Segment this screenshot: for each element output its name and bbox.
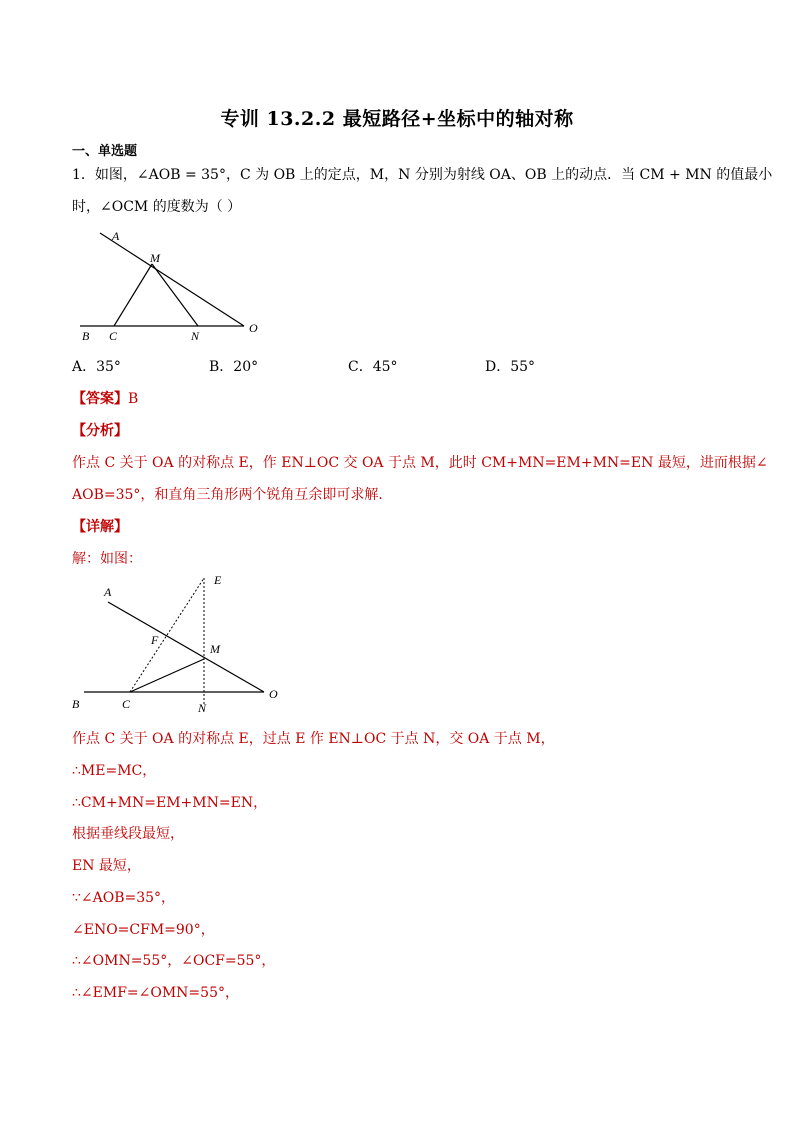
- option-a[interactable]: A．35°: [72, 359, 121, 375]
- detail-line-9: ∴∠EMF=∠OMN=55°，: [72, 985, 239, 1001]
- analysis-tag: 【分析】: [72, 423, 128, 439]
- detail-intro: 解：如图：: [72, 551, 142, 567]
- label-a: A: [104, 585, 112, 599]
- analysis-line-1: 作点 C 关于 OA 的对称点 E，作 EN⊥OC 交 OA 于点 M，此时 CM+MN=EM+MN=EN 最短，进而根据∠: [72, 455, 768, 471]
- solution-figure: [64, 572, 294, 718]
- detail-line-8: ∴∠OMN=55°，∠OCF=55°，: [72, 953, 276, 969]
- label-o: O: [249, 321, 258, 335]
- detail-line-1: 作点 C 关于 OA 的对称点 E，过点 E 作 EN⊥OC 于点 N，交 OA 于点 M，: [72, 731, 555, 747]
- label-a: A: [112, 229, 120, 243]
- label-b: B: [82, 329, 90, 343]
- question-line-2: 时，∠OCM 的度数为（ ）: [72, 199, 242, 215]
- answer-value: B: [128, 391, 139, 407]
- segment-cm: [114, 264, 152, 326]
- label-n: N: [198, 701, 207, 715]
- label-m: M: [150, 251, 160, 265]
- segment-cm: [130, 659, 204, 692]
- detail-line-4: 根据垂线段最短，: [72, 826, 184, 842]
- label-e: E: [214, 573, 222, 587]
- answer-row: [72, 388, 138, 408]
- question-figure: [72, 222, 292, 350]
- detail-line-2: ∴ME=MC，: [72, 763, 157, 779]
- option-d[interactable]: D．55°: [485, 359, 536, 375]
- label-m: M: [210, 642, 220, 656]
- detail-line-6: ∵∠AOB=35°，: [72, 890, 176, 906]
- page-title: 专训 13.2.2 最短路径+坐标中的轴对称: [220, 108, 574, 130]
- label-n: N: [191, 329, 200, 343]
- analysis-line-2: AOB=35°，和直角三角形两个锐角互余即可求解．: [72, 487, 393, 503]
- answer-tag: 【答案】: [72, 391, 128, 407]
- label-o: O: [269, 687, 278, 701]
- detail-line-3: ∴CM+MN=EM+MN=EN，: [72, 795, 268, 811]
- label-c: C: [109, 329, 118, 343]
- option-b[interactable]: B．20°: [209, 359, 259, 375]
- question-line-1: 1．如图，∠AOB = 35°，C 为 OB 上的定点，M，N 分别为射线 OA、OB 上的动点．当 CM + MN 的值最小: [72, 167, 773, 183]
- segment-mn: [152, 264, 198, 326]
- option-c[interactable]: C．45°: [348, 359, 398, 375]
- ray-oa: [100, 233, 244, 326]
- detail-line-5: EN 最短，: [72, 858, 141, 874]
- section-heading: 一、单选题: [72, 144, 138, 159]
- detail-line-7: ∠ENO=CFM=90°，: [72, 922, 215, 938]
- detail-tag: 【详解】: [72, 519, 128, 535]
- label-f: F: [151, 633, 159, 647]
- label-b: B: [72, 697, 80, 711]
- label-c: C: [122, 697, 131, 711]
- ray-oa: [108, 602, 264, 692]
